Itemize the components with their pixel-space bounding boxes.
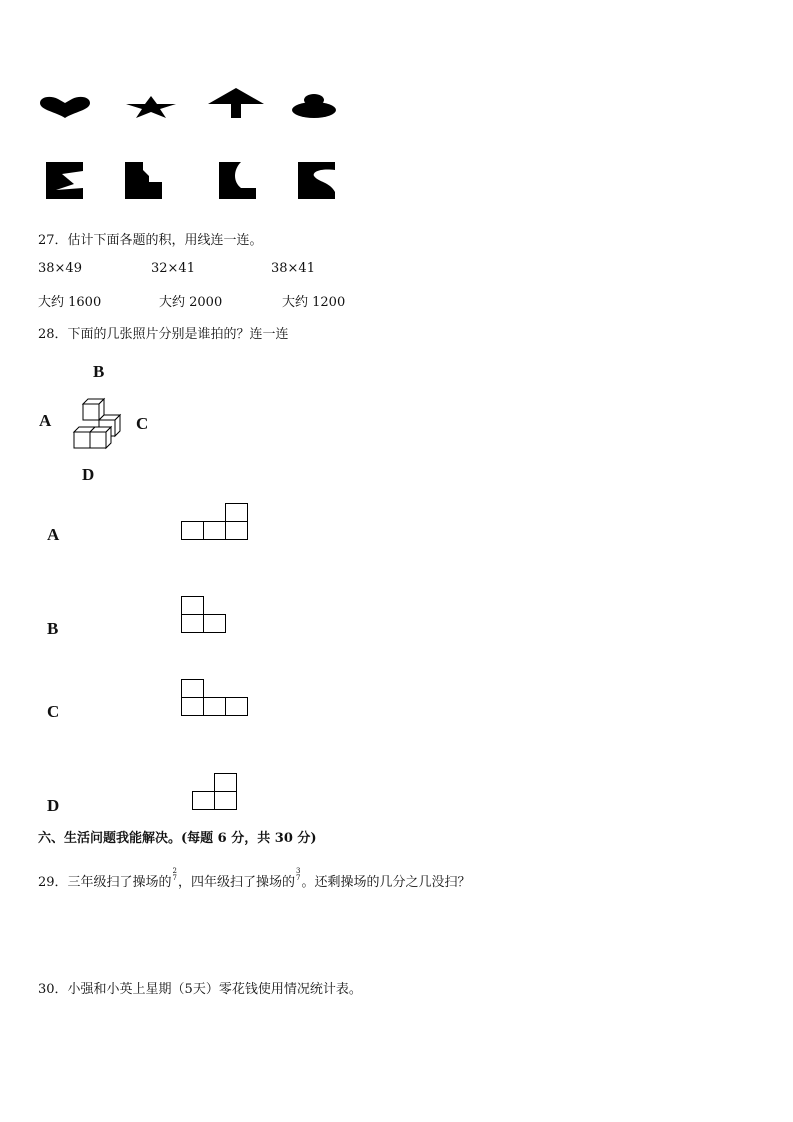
- cut-square-shape-4-icon: [298, 162, 335, 199]
- photo-d-squares: [192, 773, 238, 810]
- position-label-d: D: [82, 465, 95, 484]
- expression-2: 32×41: [151, 261, 195, 276]
- arrow-up-shape-icon: [208, 88, 264, 118]
- estimate-2: 大约 2000: [159, 295, 223, 310]
- photo-c-squares: [181, 679, 249, 716]
- cut-square-shape-1-icon: [46, 162, 83, 199]
- question-29-text: 29．三年级扫了操场的2 7，四年级扫了操场的3 7。还剩操场的几分之几没扫？: [38, 867, 471, 890]
- position-label-c: C: [136, 414, 149, 433]
- position-label-a: A: [39, 411, 52, 430]
- estimate-3: 大约 1200: [282, 295, 346, 310]
- photo-a-squares: [181, 503, 249, 540]
- heart-shape-icon: [38, 96, 92, 118]
- section-6-title: 六、生活问题我能解决。(每题 6 分，共 30 分): [38, 831, 317, 846]
- cube-stack-figure: [72, 396, 120, 448]
- fraction-2-7: 2 7: [172, 867, 178, 882]
- photo-label-a: A: [47, 525, 60, 544]
- cut-square-shape-2-icon: [125, 162, 162, 199]
- question-27-text: 27．估计下面各题的积，用线连一连。: [38, 233, 263, 248]
- cut-square-shape-3-icon: [219, 162, 256, 199]
- question-30-text: 30．小强和小英上星期（5天）零花钱使用情况统计表。: [38, 982, 362, 997]
- photo-label-d: D: [47, 796, 60, 815]
- star-shape-icon: [126, 96, 176, 118]
- expression-1: 38×49: [38, 261, 82, 276]
- position-label-b: B: [93, 362, 105, 381]
- fraction-3-7: 3 7: [296, 867, 301, 882]
- expression-3: 38×41: [271, 261, 315, 276]
- question-28-text: 28．下面的几张照片分别是谁拍的？连一连: [38, 327, 289, 342]
- estimate-1: 大约 1600: [38, 295, 102, 310]
- photo-b-squares: [181, 596, 227, 633]
- mushroom-shape-icon: [292, 94, 336, 118]
- photo-label-b: B: [47, 619, 59, 638]
- photo-label-c: C: [47, 702, 60, 721]
